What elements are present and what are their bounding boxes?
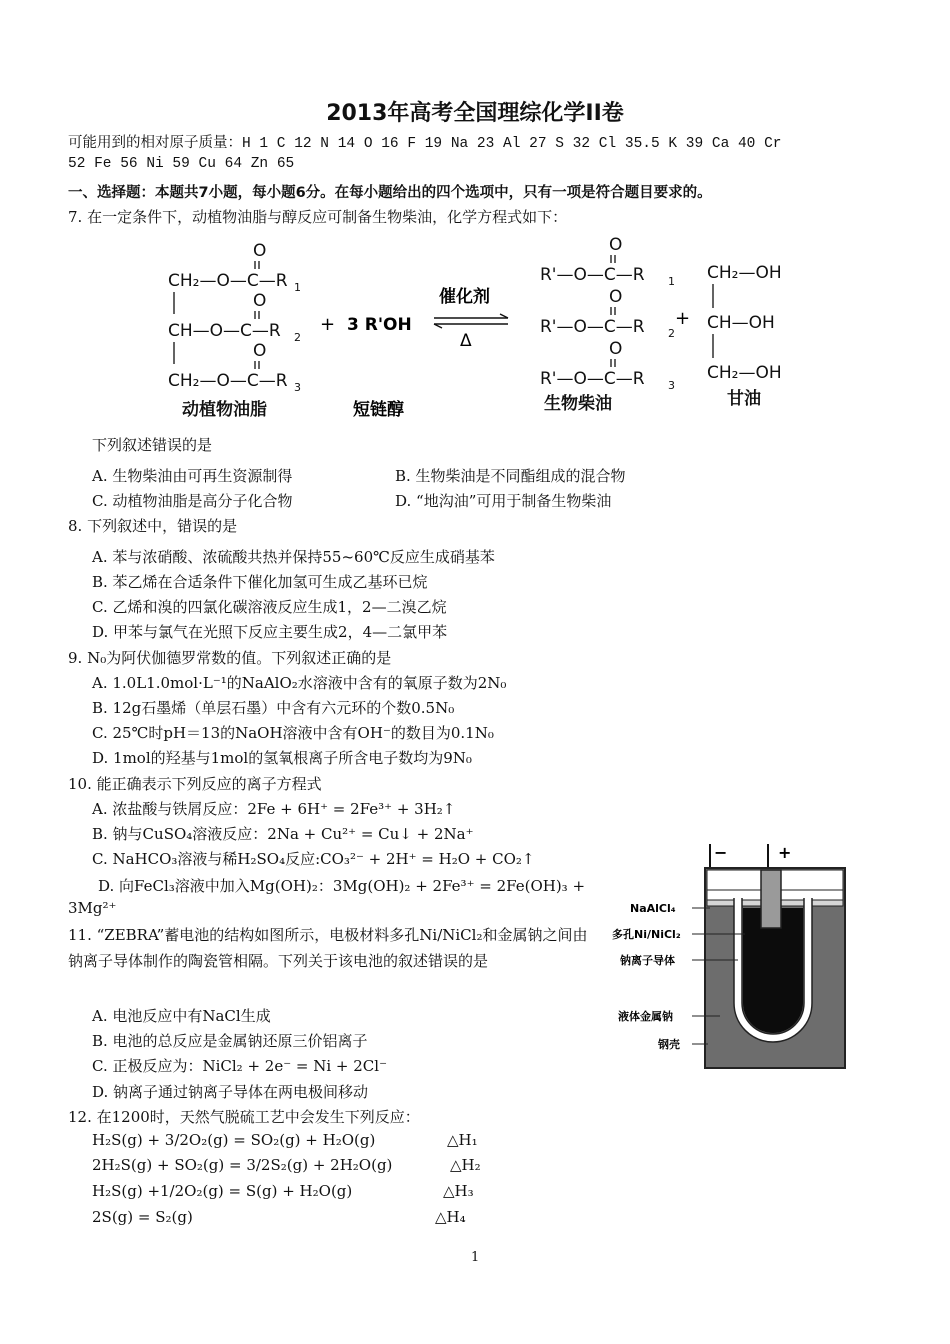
- atomic-mass-line-1: 可能用到的相对原子质量：H 1 C 12 N 14 O 16 F 19 Na 23 Al 27 S 32 Cl 35.5 K 39 Ca 40 Cr: [68, 136, 782, 152]
- product1-label: 生物柴油: [544, 394, 612, 414]
- reactant1-label: 动植物油脂: [182, 400, 267, 420]
- q12-dh-2: △H₂: [450, 1156, 481, 1174]
- q11-option-b: B. 电池的总反应是金属钠还原三价铝离子: [92, 1032, 368, 1050]
- q7-stem: 7. 在一定条件下，动植物油脂与醇反应可制备生物柴油，化学方程式如下：: [68, 208, 568, 226]
- q10-option-d: D. 向FeCl₃溶液中加入Mg(OH)₂：3Mg(OH)₂ + 2Fe³⁺ = 2Fe(OH)₃ +: [98, 877, 586, 895]
- q12-equation-4: 2S(g) = S₂(g): [92, 1208, 193, 1226]
- q10-option-c: C. NaHCO₃溶液与稀H₂SO₄反应:CO₃²⁻ + 2H⁺ = H₂O + CO₂↑: [92, 850, 535, 868]
- q9-option-b: B. 12g石墨烯（单层石墨）中含有六元环的个数0.5N₀: [92, 699, 455, 717]
- q7-reaction-figure: [150, 232, 810, 427]
- label-steel-case: 钢壳: [658, 1038, 680, 1051]
- svg-text:2: 2: [668, 327, 675, 340]
- page-number: 1: [471, 1250, 480, 1265]
- catalyst-label: 催化剂: [439, 287, 490, 307]
- reactant2-label: 短链醇: [353, 400, 404, 420]
- q7-option-b: B. 生物柴油是不同酯组成的混合物: [395, 467, 626, 485]
- biodiesel-structure: [540, 235, 675, 414]
- svg-text:3: 3: [668, 379, 675, 392]
- q8-option-a: A. 苯与浓硝酸、浓硫酸共热并保持55~60℃反应生成硝基苯: [92, 548, 495, 566]
- ch2o-row-3: CH₂—O—C—R: [168, 371, 288, 391]
- glycerol-row-2: CH—OH: [707, 313, 775, 333]
- o-label: O: [253, 241, 267, 261]
- svg-text:2: 2: [294, 331, 301, 344]
- q8-option-c: C. 乙烯和溴的四氯化碳溶液反应生成1，2—二溴乙烷: [92, 598, 447, 616]
- q10-option-b: B. 钠与CuSO₄溶液反应：2Na + Cu²⁺ = Cu↓ + 2Na⁺: [92, 825, 474, 843]
- q11-option-a: A. 电池反应中有NaCl生成: [92, 1007, 271, 1025]
- label-naalcl4: NaAlCl₄: [630, 902, 676, 915]
- q12-dh-4: △H₄: [435, 1208, 466, 1226]
- q7-question: 下列叙述错误的是: [92, 436, 213, 454]
- label-liquid-sodium: 液体金属钠: [618, 1010, 673, 1023]
- ester-row-3: R'—O—C—R: [540, 369, 645, 389]
- o-label: O: [609, 287, 623, 307]
- q8-option-b: B. 苯乙烯在合适条件下催化加氢可生成乙基环已烷: [92, 573, 428, 591]
- o-label: O: [609, 339, 623, 359]
- q9-option-a: A. 1.0L1.0mol·L⁻¹的NaAlO₂水溶液中含有的氧原子数为2N₀: [92, 674, 507, 692]
- q12-equation-2: 2H₂S(g) + SO₂(g) = 3/2S₂(g) + 2H₂O(g): [92, 1156, 393, 1174]
- label-ion-conductor: 钠离子导体: [620, 954, 675, 967]
- negative-terminal-label: −: [714, 843, 728, 862]
- q8-stem: 8. 下列叙述中，错误的是: [68, 517, 238, 535]
- q12-equation-1: H₂S(g) + 3/2O₂(g) = SO₂(g) + H₂O(g): [92, 1131, 376, 1149]
- o-label: O: [253, 341, 267, 361]
- product2-label: 甘油: [727, 389, 761, 409]
- q12-equation-3: H₂S(g) +1/2O₂(g) = S(g) + H₂O(g): [92, 1182, 353, 1200]
- q7-option-d: D. “地沟油”可用于制备生物柴油: [395, 492, 612, 510]
- q8-option-d: D. 甲苯与氯气在光照下反应主要生成2，4—二氯甲苯: [92, 623, 448, 641]
- plus-sign-2: +: [675, 308, 691, 329]
- glycerol-row-3: CH₂—OH: [707, 363, 782, 383]
- ester-row-1: R'—O—C—R: [540, 265, 645, 285]
- section-heading: 一、选择题：本题共7小题，每小题6分。在每小题给出的四个选项中，只有一项是符合题目要求的。: [68, 185, 712, 201]
- ch2o-row-1: CH₂—O—C—R: [168, 271, 288, 291]
- heat-symbol: Δ: [460, 331, 472, 351]
- ester-row-2: R'—O—C—R: [540, 317, 645, 337]
- q11-option-c: C. 正极反应为：NiCl₂ + 2e⁻ = Ni + 2Cl⁻: [92, 1057, 387, 1075]
- cho-row: CH—O—C—R: [168, 321, 281, 341]
- q10-option-a: A. 浓盐酸与铁屑反应：2Fe + 6H⁺ = 2Fe³⁺ + 3H₂↑: [92, 800, 456, 818]
- q11-stem: 11. “ZEBRA”蓄电池的结构如图所示，电极材料多孔Ni/NiCl₂和金属钠之间由钠离子导体制作的陶瓷管相隔。下列关于该电池的叙述错误的是: [68, 926, 588, 970]
- o-label: O: [609, 235, 623, 255]
- q9-option-c: C. 25℃时pH＝13的NaOH溶液中含有OH⁻的数目为0.1N₀: [92, 724, 494, 742]
- q12-stem: 12. 在1200时，天然气脱硫工艺中会发生下列反应：: [68, 1108, 420, 1126]
- label-porous-ni: 多孔Ni/NiCl₂: [612, 928, 681, 941]
- plus-sign-1: +: [320, 314, 336, 335]
- zebra-battery-figure: [610, 838, 850, 1078]
- reactant2: 3 R'OH: [347, 315, 412, 335]
- q10-stem: 10. 能正确表示下列反应的离子方程式: [68, 775, 322, 793]
- atomic-mass-line-2: 52 Fe 56 Ni 59 Cu 64 Zn 65: [68, 156, 295, 172]
- q7-option-c: C. 动植物油脂是高分子化合物: [92, 492, 293, 510]
- glycerol-row-1: CH₂—OH: [707, 263, 782, 283]
- q9-stem: 9. N₀为阿伏伽德罗常数的值。下列叙述正确的是: [68, 649, 392, 667]
- q12-dh-1: △H₁: [447, 1131, 478, 1149]
- o-label: O: [253, 291, 267, 311]
- q11-option-d: D. 钠离子通过钠离子导体在两电极间移动: [92, 1083, 369, 1101]
- positive-terminal-label: +: [778, 843, 792, 862]
- q10-option-d-continued: 3Mg²⁺: [68, 899, 117, 917]
- q7-option-a: A. 生物柴油由可再生资源制得: [92, 467, 293, 485]
- svg-text:1: 1: [668, 275, 675, 288]
- svg-text:3: 3: [294, 381, 301, 394]
- page-title: 2013年高考全国理综化学II卷: [326, 101, 624, 126]
- q9-option-d: D. 1mol的羟基与1mol的氢氧根离子所含电子数均为9N₀: [92, 749, 472, 767]
- svg-text:1: 1: [294, 281, 301, 294]
- glycerol-structure: [707, 263, 782, 409]
- triglyceride-structure: [168, 241, 301, 420]
- q12-dh-3: △H₃: [443, 1182, 474, 1200]
